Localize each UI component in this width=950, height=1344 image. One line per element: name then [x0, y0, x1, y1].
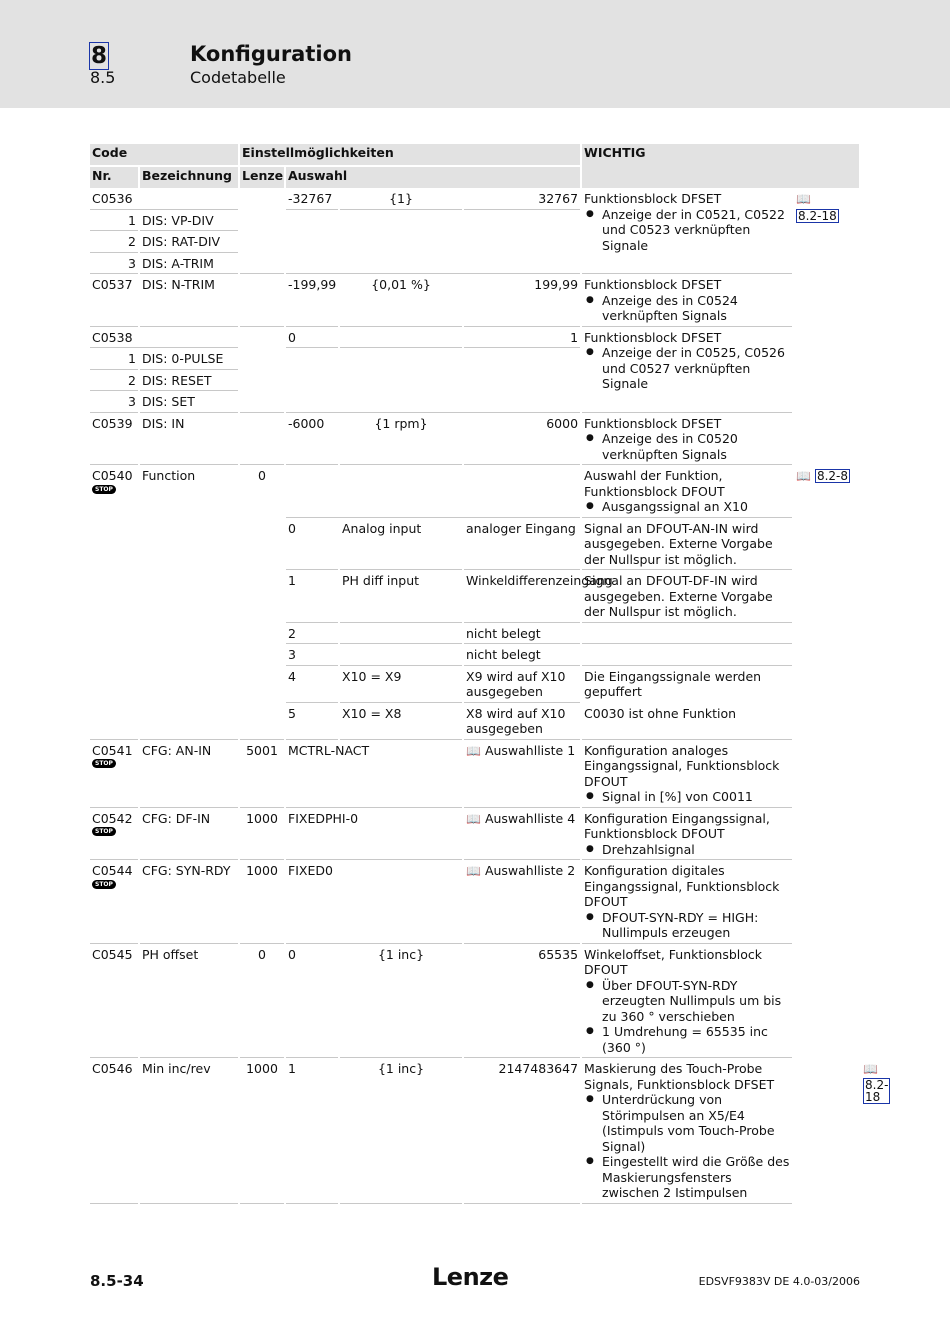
bullet-item: ● Signal in [%] von C0011	[602, 789, 790, 805]
info-cell: Funktionsblock DFSET ● Anzeige der in C0521, C0522 und C0523 verknüpften Signale	[582, 190, 792, 274]
bullet-item: ● Eingestellt wird die Größe des Maskierungsfensters zwischen 2 Istimpulsen	[602, 1154, 790, 1201]
lenze-logo: Lenze	[432, 1263, 509, 1291]
ref-cell	[794, 467, 859, 1204]
bullet-item: ● 1 Umdrehung = 65535 inc (360 °)	[602, 1024, 790, 1055]
doc-id: EDSVF9383V DE 4.0-03/2006	[698, 1275, 860, 1288]
table-row: 1 PH diff input Winkeldifferenzeingang Signal an DFOUT-DF-IN wird ausgegeben. Externe Vorgabe der Nullspur ist möglich.	[90, 572, 861, 623]
table-row: 1 DIS: 0-PULSE	[90, 350, 861, 370]
page-link[interactable]: 8.2-18	[865, 1077, 889, 1104]
bullet-item: ● Anzeige des in C0524 verknüpften Signals	[602, 293, 790, 324]
col-wichtig: WICHTIG	[582, 144, 859, 188]
table-row: 3 nicht belegt	[90, 646, 861, 666]
chapter-number[interactable]: 8	[91, 43, 108, 69]
book-icon: 📖	[466, 743, 481, 758]
info-cell: Konfiguration Eingangssignal, Funktionsblock DFOUT ● Drehzahlsignal	[582, 810, 792, 861]
stop-badge-icon: STOP	[92, 827, 116, 836]
table-row: 2 DIS: RAT-DIV	[90, 233, 861, 253]
step-value: {1}	[340, 190, 462, 210]
info-cell: Funktionsblock DFSET ● Anzeige des in C0520 verknüpften Signals	[582, 415, 792, 466]
page-header	[0, 0, 950, 108]
bullet-item: ● Über DFOUT-SYN-RDY erzeugten Nullimpuls um bis zu 360 ° verschieben	[602, 978, 790, 1025]
table-row: C0537 DIS: N-TRIM -199,99 {0,01 %} 199,99 Funktionsblock DFSET ● Anzeige des in C0524 verknüpften Signals	[90, 276, 861, 327]
col-code: Code	[90, 144, 238, 165]
info-cell: Konfiguration analoges Eingangssignal, Funktionsblock DFOUT ● Signal in [%] von C0011	[582, 742, 792, 808]
stop-badge-icon: STOP	[92, 880, 116, 889]
table-row	[90, 190, 861, 210]
section-title: Codetabelle	[190, 68, 286, 87]
info-cell: Konfiguration digitales Eingangssignal, Funktionsblock DFOUT ● DFOUT-SYN-RDY = HIGH: Nullimpuls erzeugen	[582, 862, 792, 944]
page-link[interactable]: 8.2-8	[816, 469, 849, 483]
table-row: C0538 0 1 Funktionsblock DFSET ● Anzeige der in C0525, C0526 und C0527 verknüpften Signale	[90, 329, 861, 349]
table-row: C0545 PH offset 0 0 {1 inc} 65535 Winkeloffset, Funktionsblock DFOUT ● Über DFOUT-SYN-RDY erzeugten Nullimpuls um bis zu 360 ° verschieben ● 1 Umdrehung = 65535 inc (360 °)	[90, 946, 861, 1059]
bullet-item: ● DFOUT-SYN-RDY = HIGH: Nullimpuls erzeugen	[602, 910, 790, 941]
book-icon: 📖	[863, 1062, 878, 1076]
info-cell: Maskierung des Touch-Probe Signals, Funktionsblock DFSET ● Unterdrückung von Störimpulsen an X5/E4 (Istimpuls vom Touch-Probe Signal) ● Eingestellt wird die Größe des Maskierungsfensters zwischen 2 Istimpulsen	[582, 1060, 792, 1204]
bullet-item: ● Anzeige der in C0525, C0526 und C0527 verknüpften Signale	[602, 345, 790, 392]
info-cell: Funktionsblock DFSET ● Anzeige des in C0524 verknüpften Signals	[582, 276, 792, 327]
bullet-item: ● Anzeige des in C0520 verknüpften Signals	[602, 431, 790, 462]
table-row: 5 X10 = X8 X8 wird auf X10 ausgegeben C0030 ist ohne Funktion	[90, 705, 861, 740]
table-row: C0542 STOP CFG: DF-IN 1000 FIXEDPHI-0 📖 Auswahlliste 4 Konfiguration Eingangssignal, Funktionsblock DFOUT ● Drehzahlsignal	[90, 810, 861, 861]
code-cell: C0536	[90, 190, 238, 210]
bullet-item: ● Unterdrückung von Störimpulsen an X5/E4 (Istimpuls vom Touch-Probe Signal)	[602, 1092, 790, 1154]
table-row: C0541 STOP CFG: AN-IN 5001 MCTRL-NACT 📖 Auswahlliste 1 Konfiguration analoges Eingangssignal, Funktionsblock DFOUT ● Signal in [%] von C0011	[90, 742, 861, 808]
code-cell: C0544 STOP	[90, 862, 138, 944]
stop-badge-icon: STOP	[92, 485, 116, 494]
table-row: 2 DIS: RESET	[90, 372, 861, 392]
col-einstell: Einstellmöglichkeiten	[240, 144, 580, 165]
col-lenze: Lenze	[240, 167, 284, 188]
table-row: 1 DIS: VP-DIV	[90, 212, 861, 232]
page-link[interactable]: 8.2-18	[798, 208, 837, 223]
table-row: 3 DIS: SET	[90, 393, 861, 413]
code-cell: C0542 STOP	[90, 810, 138, 861]
chapter-title: Konfiguration	[190, 42, 352, 66]
info-cell: Funktionsblock DFSET ● Anzeige der in C0525, C0526 und C0527 verknüpften Signale	[582, 329, 792, 413]
col-nr: Nr.	[90, 167, 138, 188]
page-number: 8.5-34	[90, 1272, 144, 1290]
table-row: C0544 STOP CFG: SYN-RDY 1000 FIXED0 📖 Auswahlliste 2 Konfiguration digitales Eingangssignal, Funktionsblock DFOUT ● DFOUT-SYN-RDY = HIGH: Nullimpuls erzeugen	[90, 862, 861, 944]
section-number: 8.5	[90, 68, 116, 87]
col-auswahl: Auswahl	[286, 167, 580, 188]
table-row: 4 X10 = X9 X9 wird auf X10 ausgegeben Die Eingangssignale werden gepuffert	[90, 668, 861, 703]
book-icon: 📖	[466, 811, 481, 826]
book-icon: 📖	[466, 864, 481, 878]
code-table	[88, 142, 889, 1206]
bullet-item: ● Anzeige der in C0521, C0522 und C0523 verknüpften Signale	[602, 207, 790, 254]
code-cell: C0540 STOP	[90, 467, 138, 740]
bullet-item: ● Drehzahlsignal	[602, 842, 790, 858]
info-cell: Winkeloffset, Funktionsblock DFOUT ● Über DFOUT-SYN-RDY erzeugten Nullimpuls um bis zu 360 ° verschieben ● 1 Umdrehung = 65535 inc (360 °)	[582, 946, 792, 1059]
table-row: 2 nicht belegt	[90, 625, 861, 645]
table-row: 3 DIS: A-TRIM	[90, 255, 861, 275]
table-row: 0 Analog input analoger Eingang Signal an DFOUT-AN-IN wird ausgegeben. Externe Vorgabe der Nullspur ist möglich.	[90, 520, 861, 571]
max-value: 32767	[464, 190, 580, 210]
bullet-item: ● Ausgangssignal an X10	[602, 499, 790, 515]
book-icon: 📖	[796, 192, 811, 206]
book-icon: 📖	[796, 469, 811, 483]
table-header-row	[90, 144, 861, 165]
min-value: -32767	[286, 190, 338, 210]
code-cell: C0541 STOP	[90, 742, 138, 808]
table-row: C0546 Min inc/rev 1000 1 {1 inc} 2147483647 Maskierung des Touch-Probe Signals, Funktionsblock DFSET ● Unterdrückung von Störimpulsen an X5/E4 (Istimpuls vom Touch-Probe Signal) ● Eingestellt wird die Größe des Maskierungsfensters zwischen 2 Istimpulsen 📖 8.2-18	[90, 1060, 861, 1204]
table-row: C0539 DIS: IN -6000 {1 rpm} 6000 Funktionsblock DFSET ● Anzeige des in C0520 verknüpften Signals	[90, 415, 861, 466]
info-cell: Auswahl der Funktion, Funktionsblock DFOUT ● Ausgangssignal an X10	[582, 467, 792, 518]
table-row: C0540 STOP Function 0 Auswahl der Funktion, Funktionsblock DFOUT ● Ausgangssignal an X10 📖 8.2-8	[90, 467, 861, 518]
col-bezeichnung: Bezeichnung	[140, 167, 238, 188]
stop-badge-icon: STOP	[92, 759, 116, 768]
ref-cell	[794, 190, 859, 465]
